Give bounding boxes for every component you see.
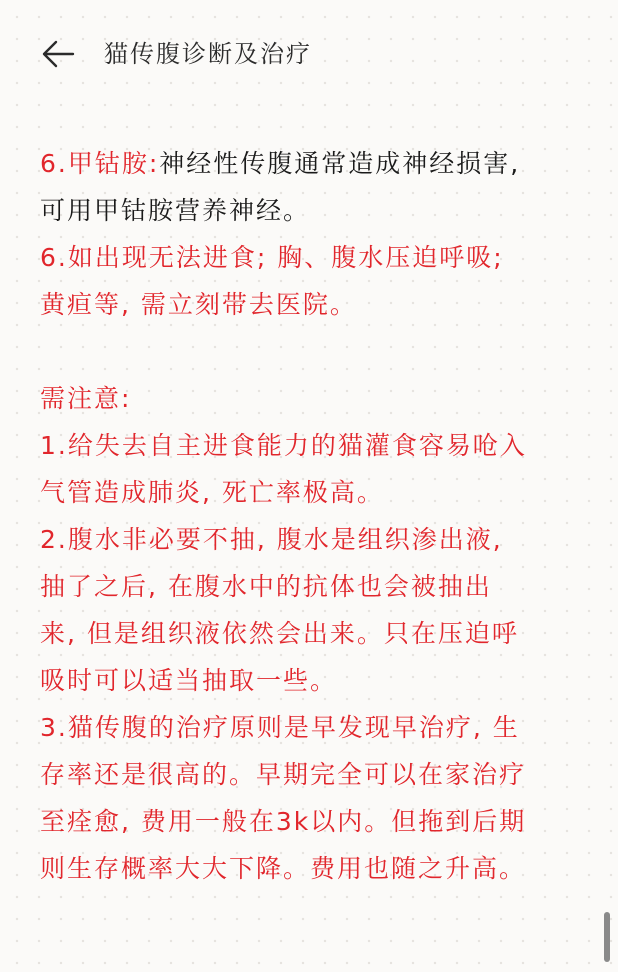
text-line: 3.猫传腹的治疗原则是早发现早治疗, 生: [40, 713, 520, 742]
app-header: [0, 0, 618, 110]
text-line: 至痊愈, 费用一般在3k以内。但拖到后期: [40, 807, 527, 836]
text-line: 抽了之后, 在腹水中的抗体也会被抽出: [40, 572, 492, 601]
text-line: 气管造成肺炎, 死亡率极高。: [40, 478, 384, 507]
text-line: 6.如出现无法进食; 胸、腹水压迫呼吸;: [40, 243, 504, 272]
text-line: 1.给失去自主进食能力的猫灌食容易呛入: [40, 431, 527, 460]
text-line: 黄疸等, 需立刻带去医院。: [40, 290, 357, 319]
arrow-left-icon: [41, 39, 75, 69]
page-title: 猫传腹诊断及治疗: [104, 40, 312, 68]
spacer: [40, 328, 580, 375]
text-line: 2.腹水非必要不抽, 腹水是组织渗出液,: [40, 525, 503, 554]
article-body: [40, 140, 580, 892]
item-text: 神经性传腹通常造成神经损害,: [159, 149, 521, 178]
text-line: 吸时可以适当抽取一些。: [40, 666, 338, 695]
scrollbar-thumb[interactable]: [604, 912, 610, 962]
back-button[interactable]: [38, 34, 78, 74]
text-line: 来, 但是组织液依然会出来。只在压迫呼: [40, 619, 519, 648]
text-line: 则生存概率大大下降。费用也随之升高。: [40, 854, 527, 883]
text-line: 可用甲钴胺营养神经。: [40, 196, 311, 225]
notice-heading: 需注意:: [40, 384, 132, 413]
item-label: 6.甲钴胺:: [40, 149, 160, 178]
text-line: 存率还是很高的。早期完全可以在家治疗: [40, 760, 527, 789]
text-line: [40, 140, 580, 187]
